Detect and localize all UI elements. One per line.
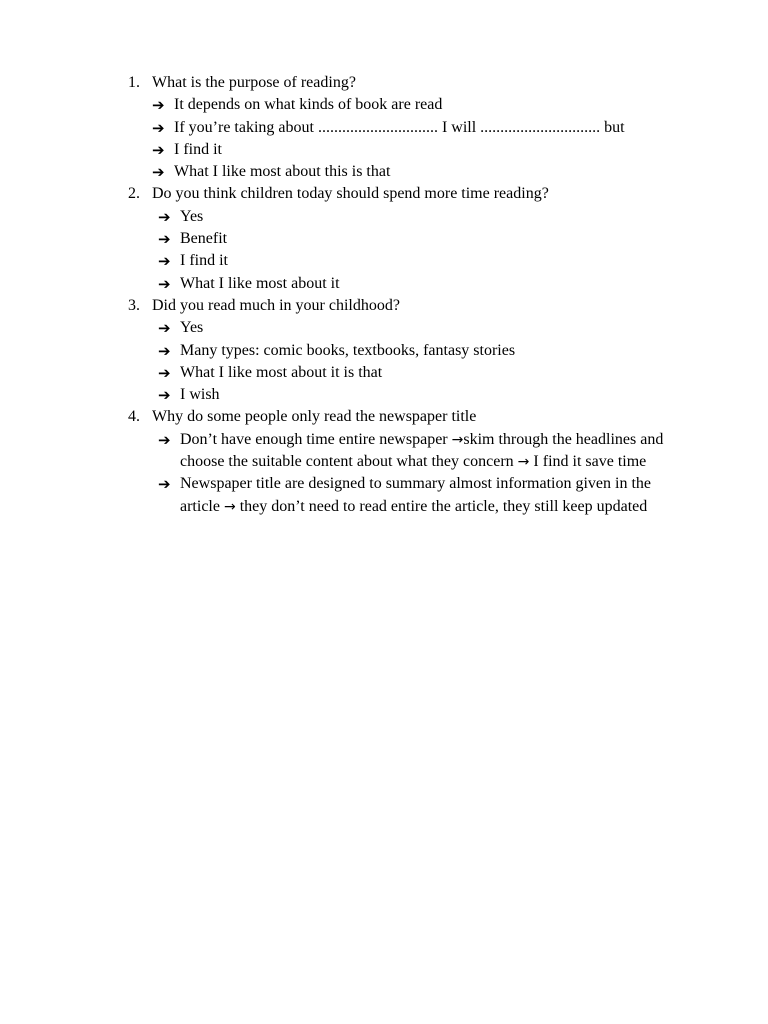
right-arrow-icon: → bbox=[451, 431, 464, 448]
answer-item bbox=[152, 117, 688, 139]
answer-text: What I like most about it bbox=[180, 274, 340, 292]
bold-right-arrow-icon: ➔ bbox=[158, 230, 171, 249]
answer-item bbox=[152, 429, 688, 474]
bold-right-arrow-icon: ➔ bbox=[152, 118, 165, 137]
answer-text: It depends on what kinds of book are read bbox=[174, 96, 443, 114]
question-item bbox=[128, 295, 688, 406]
question-number: 3. bbox=[128, 296, 140, 314]
answer-list bbox=[152, 429, 688, 518]
question-item bbox=[128, 183, 688, 294]
right-arrow-icon: → bbox=[223, 498, 236, 515]
answer-item bbox=[152, 250, 688, 272]
bold-right-arrow-icon: ➔ bbox=[158, 207, 171, 226]
question-text: Did you read much in your childhood? bbox=[152, 296, 400, 314]
question-list bbox=[128, 72, 688, 518]
answer-item bbox=[152, 273, 688, 295]
bold-right-arrow-icon: ➔ bbox=[152, 140, 165, 159]
answer-text: Many types: comic books, textbooks, fantasy stories bbox=[180, 341, 516, 359]
answer-item bbox=[152, 362, 688, 384]
answer-text-part: skim through the headlines and choose the suitable content about what they concern bbox=[180, 430, 664, 471]
answer-text: What I like most about it is that bbox=[180, 363, 383, 381]
answer-text-part: I find it save time bbox=[529, 453, 647, 471]
answer-text: I find it bbox=[174, 140, 222, 158]
question-number: 1. bbox=[128, 74, 140, 91]
question-number: 4. bbox=[128, 408, 140, 426]
bold-right-arrow-icon: ➔ bbox=[158, 252, 171, 271]
answer-item bbox=[152, 139, 688, 161]
answer-text-part: Don’t have enough time entire newspaper bbox=[180, 430, 452, 448]
question-item bbox=[128, 406, 688, 517]
answer-text: I wish bbox=[180, 386, 220, 404]
answer-item bbox=[152, 228, 688, 250]
bold-right-arrow-icon: ➔ bbox=[158, 386, 171, 405]
answer-item bbox=[152, 161, 688, 183]
answer-item bbox=[152, 384, 688, 406]
bold-right-arrow-icon: ➔ bbox=[158, 363, 171, 382]
answer-text: Benefit bbox=[180, 230, 228, 248]
answer-text-part: Newspaper title are designed to summary almost information given in the article bbox=[180, 475, 651, 515]
answer-item bbox=[152, 94, 688, 116]
question-text: Do you think children today should spend more time reading? bbox=[152, 185, 549, 203]
answer-item bbox=[152, 340, 688, 362]
question-item bbox=[128, 72, 688, 183]
answer-text: What I like most about this is that bbox=[174, 163, 391, 181]
question-text: What is the purpose of reading? bbox=[152, 74, 356, 91]
bold-right-arrow-icon: ➔ bbox=[158, 274, 171, 293]
answer-text: I find it bbox=[180, 252, 228, 270]
answer-item bbox=[152, 473, 688, 518]
bold-right-arrow-icon: ➔ bbox=[152, 163, 165, 182]
question-number: 2. bbox=[128, 185, 140, 203]
answer-item bbox=[152, 317, 688, 339]
answer-text: If you’re taking about .............................. I will .............................. but bbox=[174, 118, 625, 136]
answer-list bbox=[152, 317, 688, 406]
bold-right-arrow-icon: ➔ bbox=[152, 96, 165, 115]
question-text: Why do some people only read the newspaper title bbox=[152, 408, 477, 426]
answer-text: Yes bbox=[180, 319, 204, 337]
bold-right-arrow-icon: ➔ bbox=[158, 341, 171, 360]
answer-list bbox=[152, 206, 688, 295]
answer-item bbox=[152, 206, 688, 228]
bold-right-arrow-icon: ➔ bbox=[158, 475, 171, 494]
answer-text-part: they don’t need to read entire the article, they still keep updated bbox=[235, 497, 648, 515]
right-arrow-icon: → bbox=[517, 454, 530, 471]
answer-list bbox=[152, 94, 688, 183]
bold-right-arrow-icon: ➔ bbox=[158, 319, 171, 338]
bold-right-arrow-icon: ➔ bbox=[158, 430, 171, 449]
answer-text: Yes bbox=[180, 207, 204, 225]
